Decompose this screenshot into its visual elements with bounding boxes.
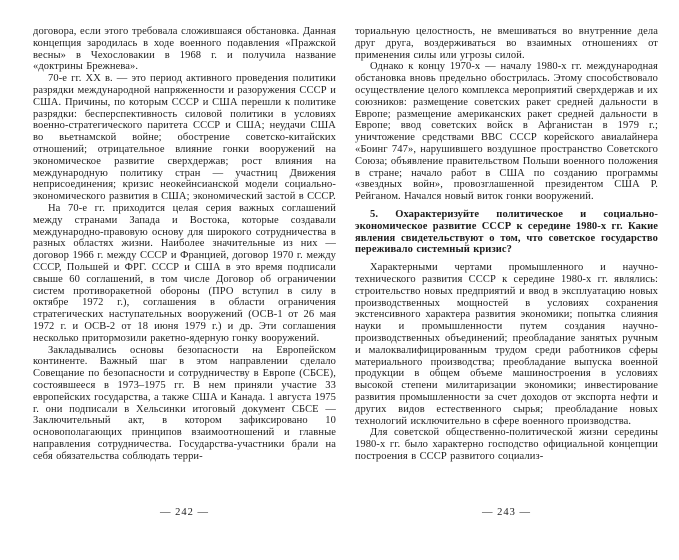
paragraph-continuation: договора, если этого требовала сложившаяся обстановка. Данная концепция зародилась в ходе военного подавления «Пражской весны» в Чехословакии в 1968 г. и получила название «доктрины Брежнева».	[33, 26, 336, 73]
page-right	[355, 26, 658, 560]
paragraph: 70-е гг. XX в. — это период активного проведения политики разрядки международной напряженности и разоружения СССР и США. Причины, по которым СССР и США перешли к политике разрядки: бесперспективность силовой политики в условиях военно-стратегического паритета СССР и США; неудачи США во вьетнамской войне; обострение советско-китайских отношений; отрицательное влияние гонки вооружений на экономическое развитие сверхдержав; рост влияния на международную политику стран — участниц Движения неприсоединения; кризис неокейнсианской модели социально-экономического развития в США; экономический застой в СССР.	[33, 73, 336, 203]
page-number-right: — 243 —	[482, 507, 531, 518]
page-number-left: — 242 —	[160, 507, 209, 518]
paragraph: Для советской общественно-политической жизни середины 1980-х гг. было характерно господство официальной концепции построения в СССР развитого социализ-	[355, 427, 658, 462]
paragraph: Характерными чертами промышленного и научно-технического развития СССР к середине 1980-х гг. являлись: строительство новых предприятий и ввод в эксплуатацию новых производственных мощностей в условиях сохранения экстенсивного характера развития экономики; попытка слияния науки и промышленности путем создания научно-производственных объединений; преобладание занятых ручным и малоквалифицированным трудом среди работников сферы материального производства; преобладание выпуска военной продукции в общем объеме машиностроения в условиях высокой степени милитаризации экономики; инвестирование развития промышленности за счет доходов от экспорта нефти и других видов естественного сырья; преобладание новых технологий исключительно в сфере военного производства.	[355, 262, 658, 427]
page-left	[33, 26, 336, 560]
question-heading: 5. Охарактеризуйте политическое и социально-экономическое развитие СССР к середине 1980-х гг. Какие явления свидетельствуют о том, что советское государство переживало системный кризис?	[355, 208, 658, 256]
paragraph-continuation: ториальную целостность, не вмешиваться во внутренние дела друг друга, воздерживаться во взаимных отношениях от применения силы или угрозы силой.	[355, 26, 658, 61]
paragraph: Однако к концу 1970-х — началу 1980-х гг. международная обстановка вновь предельно обострилась. Этому способствовало осуществление целого комплекса мероприятий сверхдержав и их союзников: размещение советских ракет средней дальности в Европе; размещение американских ракет средней дальности в Европе; ввод советских войск в Афганистан в 1979 г.; уничтожение средствами ВВС СССР корейского авиалайнера «Боинг 747», нарушившего воздушное пространство Советского Союза; объявление правительством Польши военного положения в стране; начало работ в США по созданию программы «звездных войн», провозглашенной президентом США Р. Рейганом. Начался новый виток гонки вооружений.	[355, 61, 658, 203]
paragraph: На 70-е гг. приходится целая серия важных соглашений между странами Запада и Востока, которые создавали международно-правовую основу для широкого сотрудничества в разных областях жизни. Наиболее значительные из них — договор 1966 г. между СССР и Францией, договор 1970 г. между СССР, Польшей и ФРГ. СССР и США в это время подписали свыше 60 соглашений, в том числе Договор об ограничении систем противоракетной обороны (ПРО вступил в силу в октябре 1972 г.), соглашения в области ограничения стратегических наступательных вооружений (ОСВ-1 от 26 мая 1972 г. и ОСВ-2 от 18 июня 1979 г.) и др. Эти соглашения несколько притормозили ракетно-ядерную гонку вооружений.	[33, 202, 336, 344]
paragraph: Закладывались основы безопасности на Европейском континенте. Важный шаг в этом направлении сделало Совещание по безопасности и сотрудничеству в Европе (СБСЕ), состоявшееся в 1973–1975 гг. В нем приняли участие 33 европейских государства, а также США и Канада. 1 августа 1975 г. они подписали в Хельсинки итоговый документ СБСЕ — Заключительный акт, в котором зафиксировано 10 основополагающих принципов взаимоотношений и главные направления сотрудничества. Государства-участники брали на себя обязательства соблюдать терри-	[33, 344, 336, 462]
